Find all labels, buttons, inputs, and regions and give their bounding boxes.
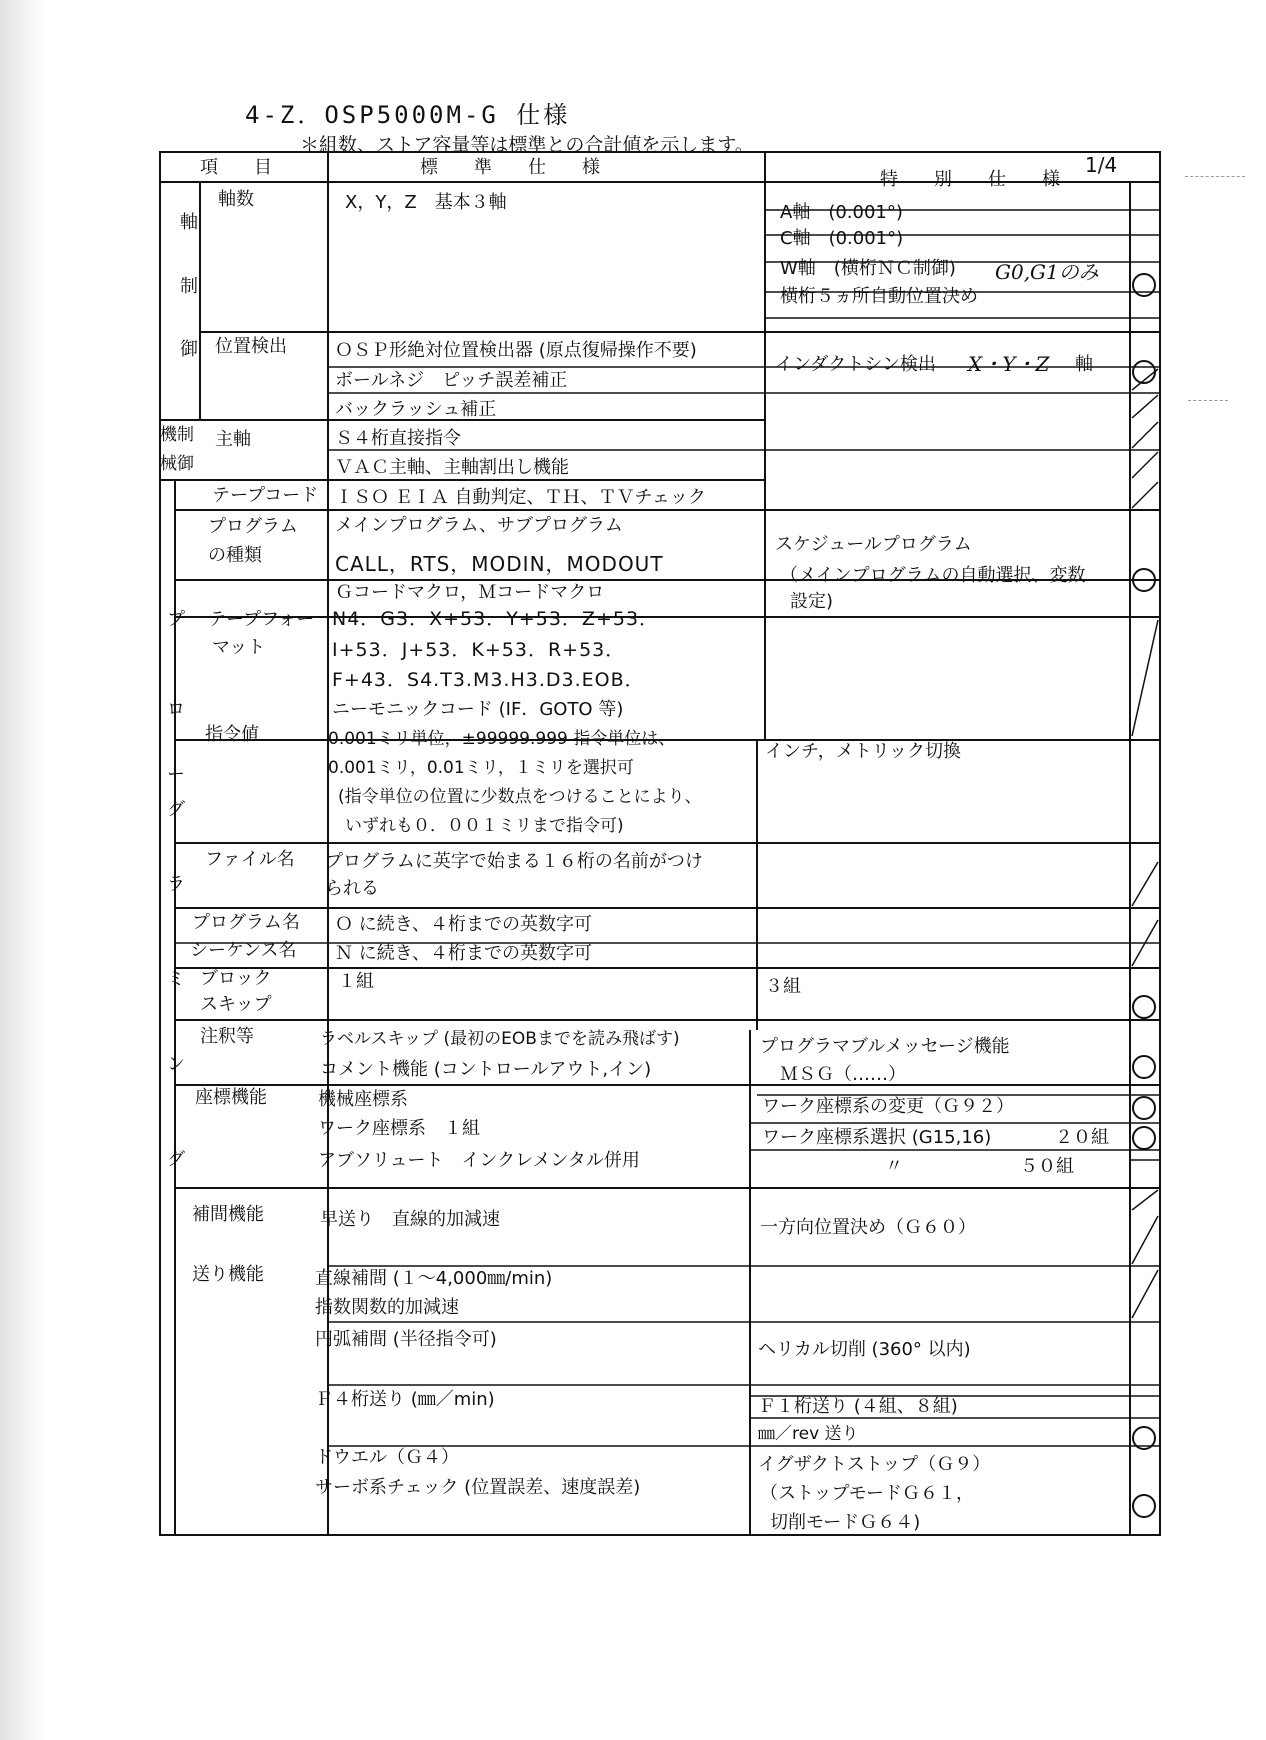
special-text: （メインプログラムの自動選択、変数 xyxy=(780,565,1086,586)
standard-text: １組 xyxy=(338,971,374,992)
special-text: ３組 xyxy=(765,976,801,997)
standard-text: 円弧補間 (半径指令可) xyxy=(315,1329,497,1350)
group-label: 軸 xyxy=(180,212,198,233)
item-label: テープコード xyxy=(212,485,319,506)
group-label: ラ xyxy=(167,874,185,895)
special-text: スケジュールプログラム xyxy=(775,534,972,555)
group-label: ン xyxy=(167,1054,185,1075)
standard-text: Ｎ に続き、４桁までの英数字可 xyxy=(335,943,593,964)
standard-text: Ｇコードマクロ，Ｍコードマクロ xyxy=(335,582,605,603)
col-header-standard: 標 準 仕 様 xyxy=(420,157,600,178)
standard-text: プログラムに英字で始まる１６桁の名前がつけ xyxy=(325,851,703,872)
standard-text: サーボ系チェック (位置誤差、速度誤差) xyxy=(315,1477,641,1498)
page-title: 4-Z．OSP5000M-G 仕様 xyxy=(245,101,571,129)
standard-text: CALL，RTS，MODIN，MODOUT xyxy=(335,552,664,576)
special-text: W軸 (横桁ＮＣ制御) xyxy=(780,258,956,279)
item-label: マット xyxy=(212,637,266,658)
standard-text: ＩＳＯ ＥＩＡ 自動判定、ＴＨ、ＴＶチェック xyxy=(335,487,706,508)
standard-text: ラベルスキップ (最初のEOBまでを読み飛ばす) xyxy=(320,1029,680,1049)
item-label: 指令値 xyxy=(205,724,259,745)
col-header-item: 項 目 xyxy=(200,157,272,178)
standard-text: 0.001ミリ単位，±99999.999 指令単位は、 xyxy=(328,729,676,749)
standard-text: ＶＡＣ主軸、主軸割出し機能 xyxy=(335,457,569,478)
standard-text: ニーモニックコード (IF．GOTO 等) xyxy=(332,699,624,720)
standard-text: コメント機能 (コントロールアウト,イン) xyxy=(320,1059,652,1080)
item-label: スキップ xyxy=(200,994,272,1015)
special-text: 〃 xyxy=(885,1156,903,1177)
item-label: 座標機能 xyxy=(195,1087,267,1108)
standard-text: ドウエル（Ｇ４） xyxy=(315,1447,459,1468)
handwritten-note: X・Y・Z xyxy=(968,352,1050,376)
standard-text: いずれも０．００１ミリまで指令可) xyxy=(345,816,624,836)
standard-text: ワーク座標系 １組 xyxy=(318,1118,480,1139)
special-text: ㎜／rev 送り xyxy=(758,1424,859,1444)
standard-text: 0.001ミリ，0.01ミリ，１ミリを選択可 xyxy=(328,758,634,778)
special-text: インダクトシン検出 xyxy=(775,354,936,375)
special-value: ２０組 xyxy=(1055,1127,1109,1148)
item-label: ファイル名 xyxy=(205,849,295,870)
special-text: イグザクトストップ（Ｇ９） xyxy=(758,1454,991,1475)
special-text: （ストップモードＧ６１， xyxy=(760,1483,975,1504)
special-text: ワーク座標系の変更（Ｇ９２） xyxy=(762,1096,1014,1117)
item-label: プログラム xyxy=(208,516,298,537)
standard-text: 直線補間 (１～4,000㎜/min) xyxy=(315,1268,553,1289)
standard-text: バックラッシュ補正 xyxy=(335,399,497,420)
special-text: Ｆ１桁送り (４組、８組) xyxy=(758,1396,958,1417)
special-text: プログラマブルメッセージ機能 xyxy=(760,1036,1010,1057)
group-label: 制 xyxy=(180,276,198,297)
item-label: の種類 xyxy=(208,545,262,566)
group-label: 御 xyxy=(180,339,198,360)
group-label: グ xyxy=(167,799,185,820)
item-label: 送り機能 xyxy=(192,1264,264,1285)
col-header-special: 特 別 仕 様 xyxy=(880,169,1060,190)
special-text: 設定) xyxy=(790,591,834,612)
item-label: ブロック xyxy=(200,968,272,989)
standard-text: N4．G3．X+53．Y+53．Z+53． xyxy=(332,608,660,630)
special-text: ヘリカル切削 (360° 以内) xyxy=(758,1339,971,1360)
item-label: 補間機能 xyxy=(192,1204,264,1225)
special-text: 軸 xyxy=(1075,354,1093,375)
standard-text: 早送り 直線的加減速 xyxy=(320,1209,500,1230)
group-label: ミ xyxy=(167,969,185,990)
standard-text: F+43．S4.T3.M3.H3.D3.EOB． xyxy=(332,669,645,691)
standard-text: ボールネジ ピッチ誤差補正 xyxy=(335,370,568,391)
item-label: プログラム名 xyxy=(192,912,300,933)
standard-text: Ｓ４桁直接指令 xyxy=(335,428,461,449)
standard-text: メインプログラム、サブプログラム xyxy=(335,515,623,536)
page-number: 1/4 xyxy=(1085,153,1118,177)
group-label: ー xyxy=(167,764,185,785)
special-text: インチ，メトリック切換 xyxy=(765,741,962,762)
handwritten-note: G0,G1のみ xyxy=(995,260,1099,284)
special-text: 一方向位置決め（Ｇ６０） xyxy=(760,1217,976,1238)
standard-text: (指令単位の位置に少数点をつけることにより、 xyxy=(338,787,702,807)
special-text: C軸 (0.001°) xyxy=(780,228,904,249)
group-label: 械御 xyxy=(160,454,194,474)
special-text: 横桁５ヵ所自動位置決め xyxy=(780,286,978,307)
item-label: 位置検出 xyxy=(215,336,287,357)
special-text: A軸 (0.001°) xyxy=(780,202,903,223)
standard-text: Ｆ４桁送り (㎜／min) xyxy=(315,1389,495,1410)
special-text: 切削モードＧ６４) xyxy=(770,1512,921,1533)
group-label: グ xyxy=(167,1149,185,1170)
item-label: シーケンス名 xyxy=(190,940,297,961)
special-value: ５０組 xyxy=(1020,1156,1074,1177)
special-text: ワーク座標系選択 (G15,16) xyxy=(762,1127,992,1148)
group-label: ロ xyxy=(167,699,185,720)
standard-text: アブソリュート インクレメンタル併用 xyxy=(318,1150,640,1171)
special-text: ＭＳＧ（……） xyxy=(780,1064,906,1085)
item-label: テープフォー xyxy=(208,609,315,630)
group-label: 機制 xyxy=(160,425,194,445)
standard-text: 機械座標系 xyxy=(318,1089,408,1110)
standard-text: I+53．J+53．K+53．R+53． xyxy=(332,639,626,661)
group-label: プ xyxy=(167,609,185,630)
header-note: ＊組数、ストア容量等は標準との合計値を示します。 xyxy=(300,134,754,156)
item-label: 主軸 xyxy=(215,429,251,450)
item-label: 注釈等 xyxy=(200,1026,254,1047)
standard-text: Ｏ に続き、４桁までの英数字可 xyxy=(335,914,593,935)
standard-text: られる xyxy=(325,878,379,899)
standard-text: X，Y，Z 基本３軸 xyxy=(345,192,507,213)
standard-text: 指数関数的加減速 xyxy=(315,1297,459,1318)
item-label: 軸数 xyxy=(218,189,254,210)
standard-text: ＯＳＰ形絶対位置検出器 (原点復帰操作不要) xyxy=(335,340,697,361)
